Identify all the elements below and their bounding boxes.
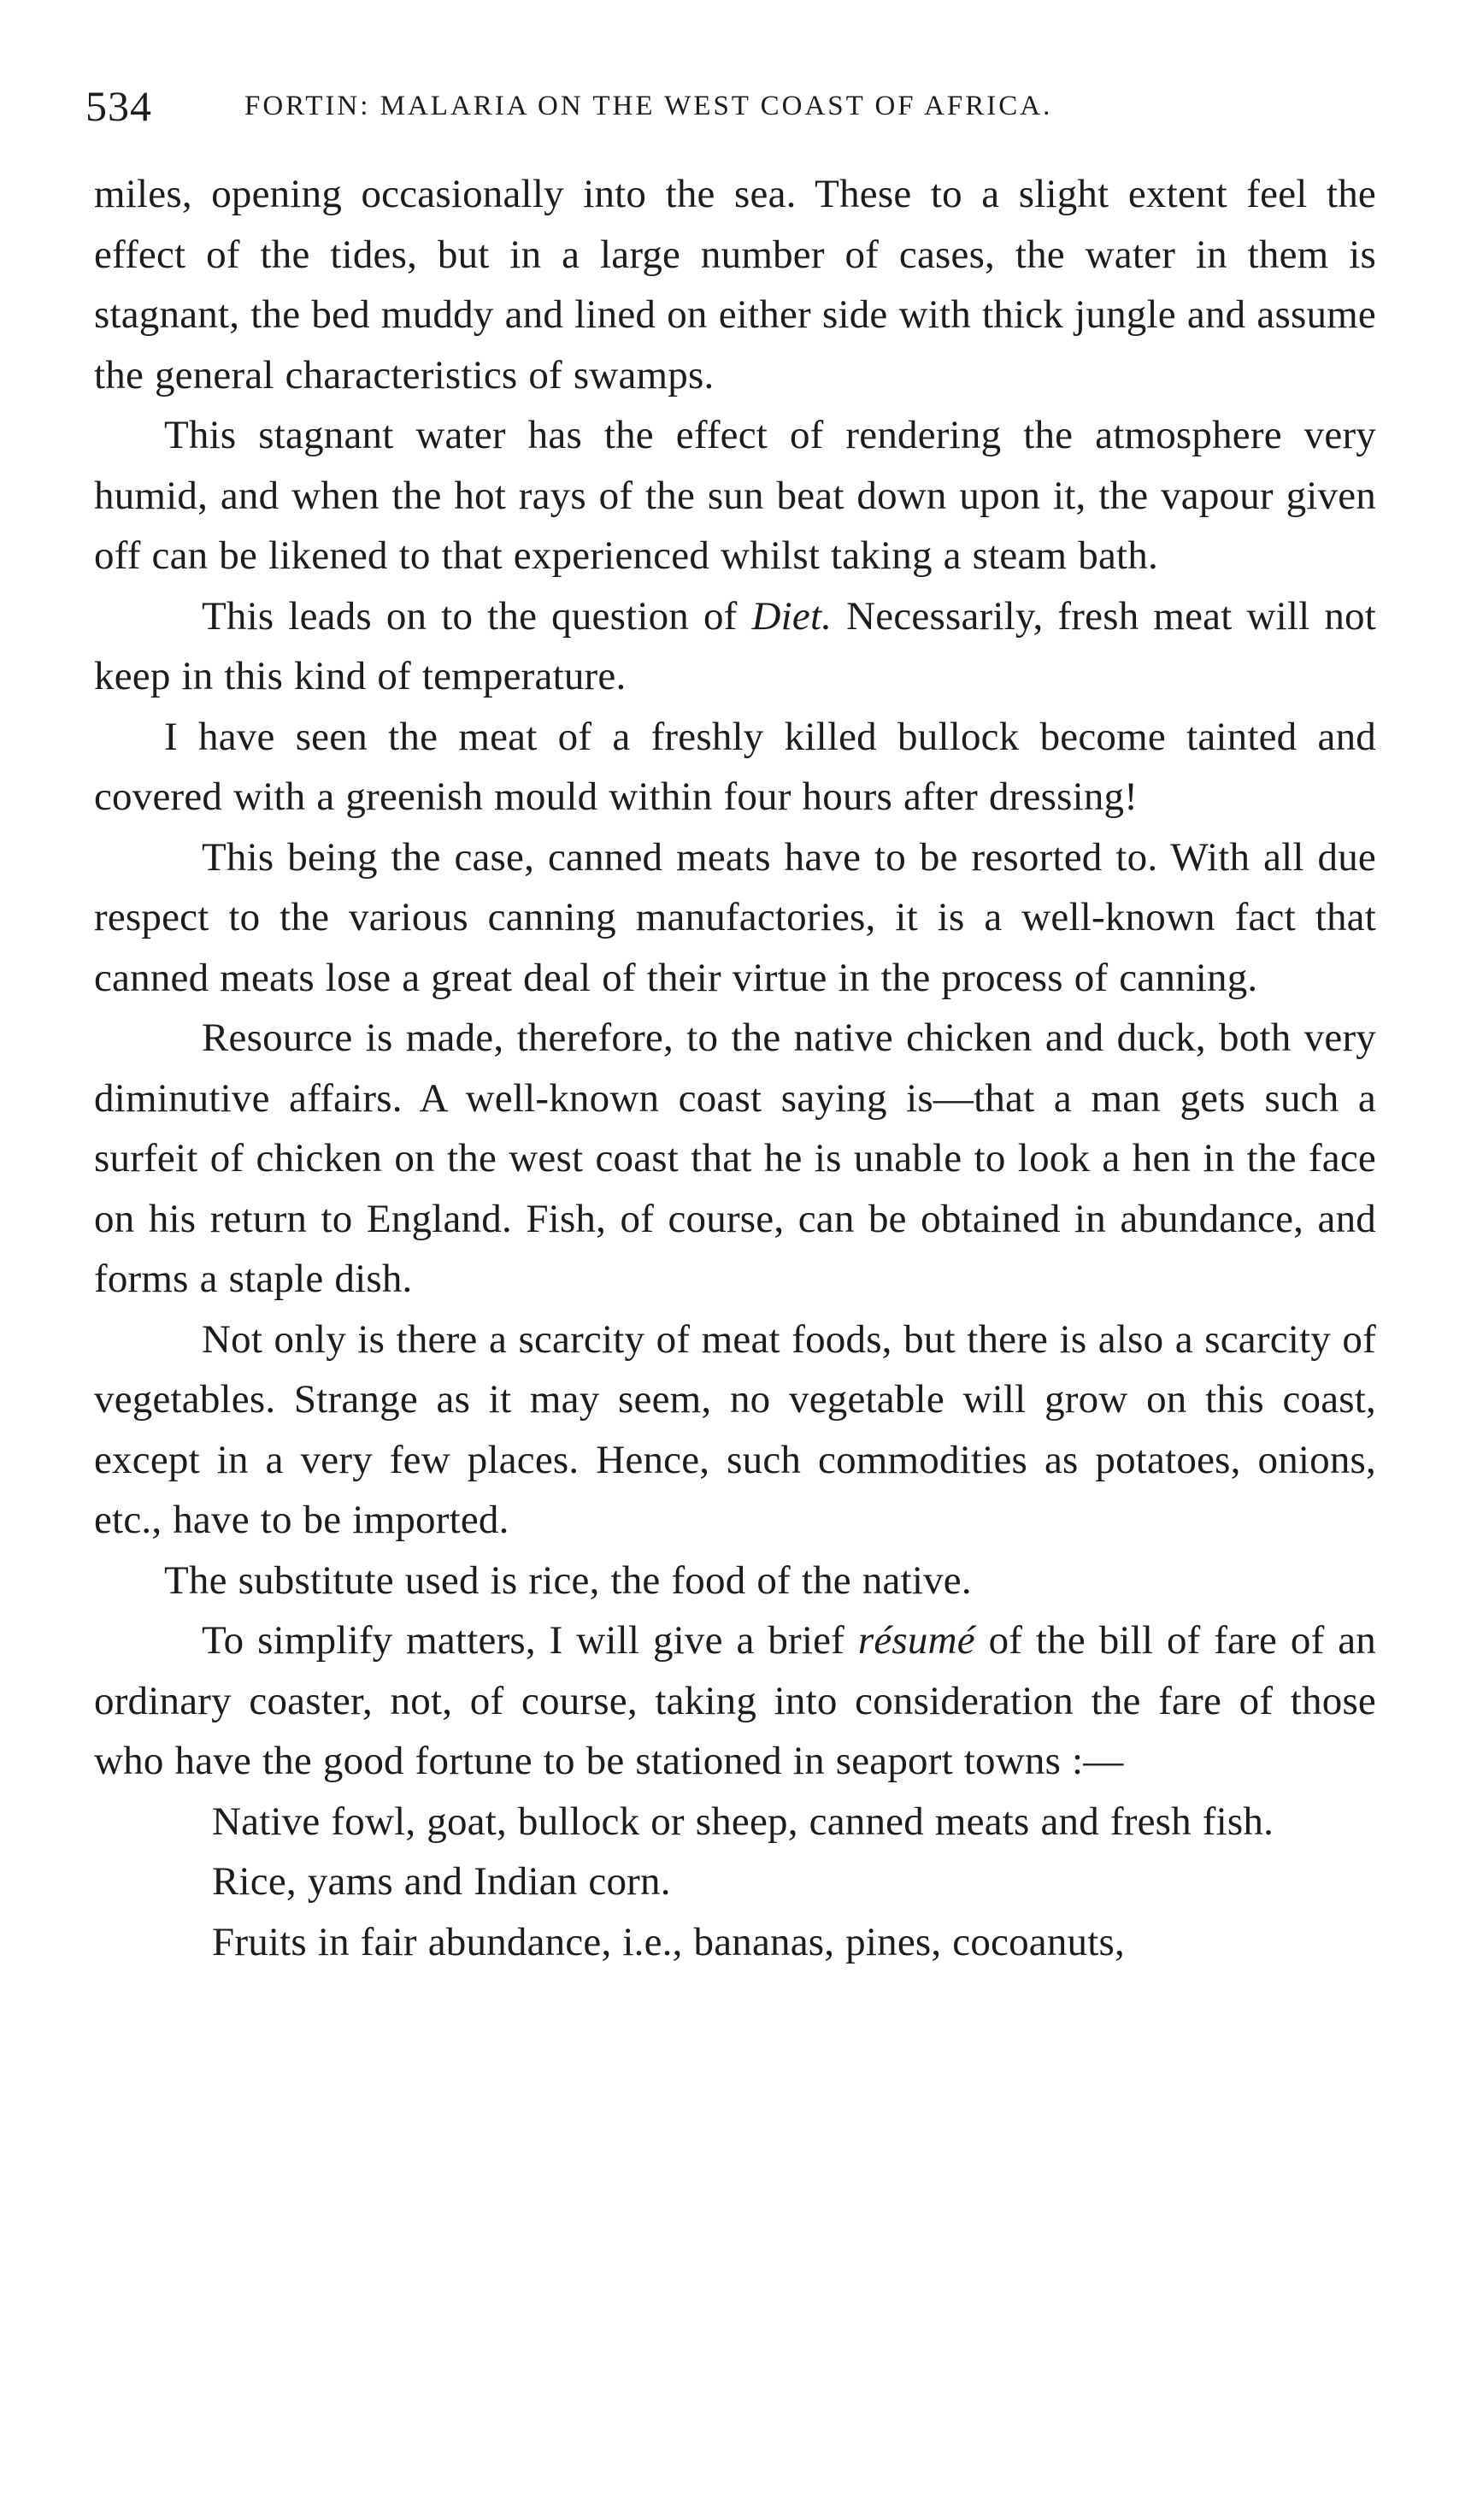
list-item-staples: Rice, yams and Indian corn. <box>212 1859 671 1904</box>
paragraph-swamps: miles, opening occasionally into the sea. These to a slight extent feel the effect of the tides, but in a large number of cases, the water in them is stagnant, the bed muddy and lined on either side with thick jungle and assume the general characteristics of swamps. <box>94 172 1376 397</box>
paragraph-diet-lead: This leads on to the question of <box>202 593 752 639</box>
paragraph-canned-meats: This being the case, canned meats have to be resorted to. With all due respect to the various canning manufactories, it is a well-known fact that canned meats lose a great deal of their virtue in the process of canning. <box>94 834 1376 1000</box>
paragraph-chicken: Resource is made, therefore, to the native chicken and duck, both very diminutive affairs. A well-known coast saying is—that a man gets such a surfeit of chicken on the west coast that he is unable to look a hen in the face on his return to England. Fish, of course, can be obtained in abundance, and forms a staple dish. <box>94 1016 1376 1301</box>
list-item-fruits: Fruits in fair abundance, i.e., bananas, pines, cocoanuts, <box>212 1919 1125 1964</box>
paragraph-diet-rest: Necessarily, fresh meat will not keep in this kind of temperature. <box>94 593 1377 698</box>
paragraph-diet <box>94 586 1376 707</box>
paragraph-bill-rest: of the bill of fare of an ordinary coaster, not, of course, taking into consideration the fare of those who have the good fortune to be stationed in seaport towns :— <box>94 1618 1376 1783</box>
resume-emphasis: résumé <box>857 1618 975 1663</box>
paragraph-bill-of-fare <box>94 1610 1376 1792</box>
paragraph-rice: The substitute used is rice, the food of the native. <box>164 1557 972 1603</box>
body-text <box>94 164 1376 1972</box>
diet-emphasis: Diet. <box>751 593 833 639</box>
page-number: 534 <box>85 82 152 130</box>
list-item-meats: Native fowl, goat, bullock or sheep, canned meats and fresh fish. <box>212 1799 1274 1844</box>
paragraph-humidity: This stagnant water has the effect of rendering the atmosphere very humid, and when the hot rays of the sun beat down upon it, the vapour given off can be likened to that experienced whilst taking a steam bath. <box>94 413 1376 578</box>
running-header <box>85 72 1402 140</box>
paragraph-tainted-meat: I have seen the meat of a freshly killed bullock become tainted and covered with a greenish mould within four hours after dressing! <box>94 714 1376 819</box>
running-title: FORTIN: MALARIA ON THE WEST COAST OF AFRICA. <box>244 91 1053 121</box>
paragraph-bill-lead: To simplify matters, I will give a brief <box>202 1618 858 1663</box>
paragraph-vegetables: Not only is there a scarcity of meat foods, but there is also a scarcity of vegetables. Strange as it may seem, no vegetable will grow on this coast, except in a very few places. Hence, such commodities as potatoes, onions, etc., have to be imported. <box>94 1316 1376 1542</box>
